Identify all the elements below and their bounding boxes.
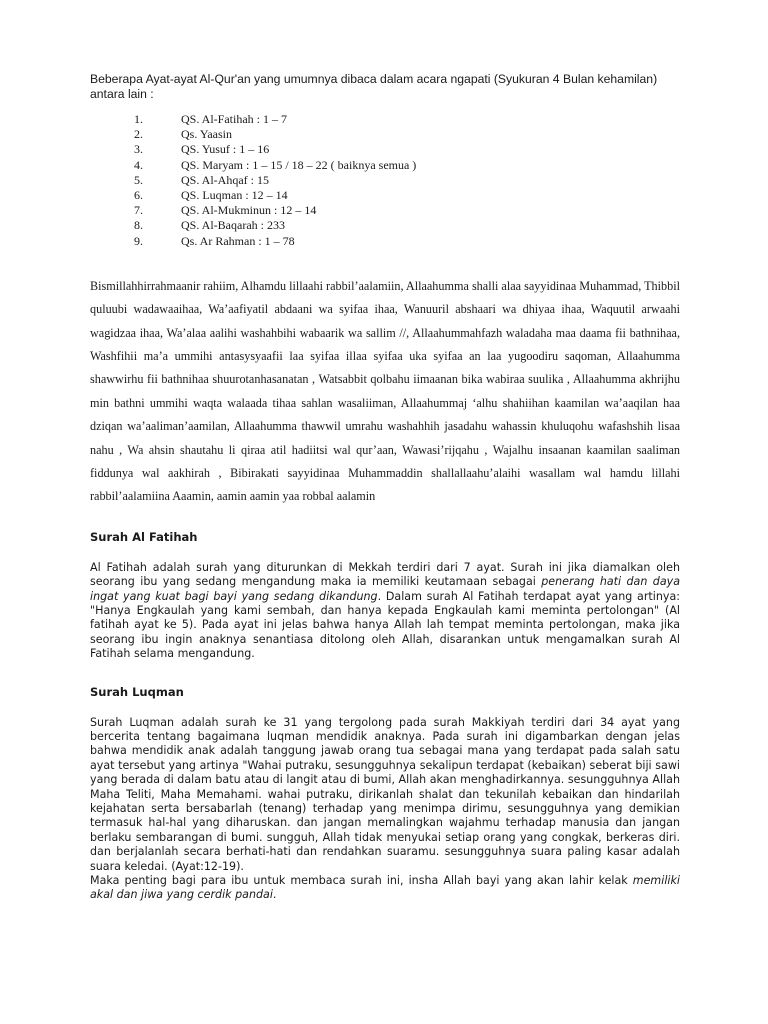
list-text: QS. Yusuf : 1 – 16	[181, 142, 270, 157]
fatihah-text-rest: . Dalam surah Al Fatihah terdapat ayat yang artinya: "Hanya Engkaulah yang kami sembah, dan hanya kepada Engkaulah kami meminta pertolongan" (Al fatihah ayat ke 5). Pada ayat ini jelas bahwa hanya Allah lah tempat meminta pertolongan, maka jika seorang ibu ingin anaknya senantiasa ditolong oleh Allah, disarankan untuk mengamalkan surah Al Fatihah selama mengandung.	[90, 589, 680, 661]
list-text: Qs. Ar Rahman : 1 – 78	[181, 233, 295, 248]
list-item	[90, 173, 680, 188]
list-item	[90, 127, 680, 142]
list-text: QS. Maryam : 1 – 15 / 18 – 22 ( baiknya semua )	[181, 157, 417, 172]
list-text: QS. Al-Mukminun : 12 – 14	[181, 203, 317, 218]
list-text: Qs. Yaasin	[181, 127, 233, 142]
intro-text: Beberapa Ayat-ayat Al-Qur'an yang umumnya dibaca dalam acara ngapati (Syukuran 4 Bulan kehamilan) antara lain :	[90, 72, 658, 101]
list-text: QS. Al-Baqarah : 233	[181, 218, 285, 233]
doa-paragraph: Bismillahhirrahmaanir rahiim, Alhamdu lillaahi rabbil’aalamiin, Allaahumma shalli alaa sayyidinaa Muhammad, Thibbil quluubi wadawaaihaa, Wa’aafiyatil abdaani wa syifaa ihaa, Wanuuril abshaari wa dhiyaa ihaa, Waquutil arwaahi wagidzaa ihaa, Wa’alaa aalihi washahbihi wabaarik wa sallim //, Allaahummahfazh waladaha maa daama fii bathnihaa, Washfihii ma’a ummihi antasysyaafii laa syifaa illaa syifaa uka syifaa an laa yugoodiru saqoman, Allaahumma shawwirhu fii bathnihaa shuurotanhasanatan , Watsabbit qolbahu iimaanan bika wabiraa suulika , Allaahumma akhrijhu min bathni ummihi waqta walaada tihaa sahlan wasaliiman, Allaahummaj ‘alhu shahiihan kaamilan wa’aaqilan haa dziqan wa’aaliman’aamilan, Allaahumma thawwil umrahu washahhih jasadahu wahassin khuluqohu wafashshih lisaa nahu , Wa ahsin shautahu li qiraa atil hadiitsi wal qur’aan, Wawasi’rijqahu , Wajalhu insaanan kaamilan saaliman fiddunya wal aakhirah , Bibirakati sayyidinaa Muhammaddin shallallaahu’alaihi wasallam wal hamdu lillahi rabbil’aalamiina Aaamin, aamin aamin yaa robbal aalamin	[90, 278, 680, 504]
luqman-paragraph-1: Surah Luqman adalah surah ke 31 yang tergolong pada surah Makkiyah terdiri dari 34 ayat yang bercerita tentang bagaimana luqman mendidik anaknya. Pada surah ini digambarkan dengan jelas bahwa mendidik anak adalah tanggung jawab orang tua sebagai mana yang terdapat pada salah satu ayat tersebut yang artinya "Wahai putraku, sesungguhnya sekalipun terdapat (kebaikan) seberat biji sawi yang berada di dalam batu atau di langit atau di bumi, Allah akan menghadirkannya. sesungguhnya Allah Maha Teliti, Maha Memahami. wahai putraku, dirikanlah shalat dan tekunilah kebaikan dan hindarilah kejahatan serta bersabarlah (tenang) terhadap yang menimpa dirimu, sesungguhnya yang demikian termasuk hal-hal yang diharuskan. dan jangan memalingkan wajahmu terhadap manusia dan jangan berlaku sembarangan di bumi. sungguh, Allah tidak menyukai setiap orang yang congkak, berkeras diri. dan berjalanlah secara berhati-hati dan rendahkan suaramu. sesungguhnya suara paling kasar adalah suara keledai. (Ayat:12-19).	[90, 715, 680, 873]
list-number: 7.	[134, 203, 143, 218]
fatihah-text-part: Al Fatihah adalah surah yang diturunkan di Mekkah terdiri dari 7 ayat. Surah ini jika diamalkan oleh seorang ibu yang sedang mengandung maka ia memiliki keutamaan sebagai	[90, 560, 680, 589]
luqman-text-part: Maka penting bagi para ibu untuk membaca surah ini, insha Allah bayi yang akan lahir kelak	[90, 874, 633, 888]
list-number: 9.	[134, 233, 143, 248]
list-item	[90, 203, 680, 218]
list-item	[90, 234, 680, 249]
luqman-body	[90, 716, 680, 903]
list-text: QS. Al-Fatihah : 1 – 7	[181, 112, 288, 126]
list-number: 8.	[134, 218, 143, 233]
fatihah-paragraph	[90, 561, 680, 662]
list-number: 5.	[134, 172, 143, 187]
section-title-luqman: Surah Luqman	[90, 684, 184, 699]
list-item	[90, 218, 680, 233]
list-number: 3.	[134, 142, 143, 157]
luqman-italic-text: memiliki akal dan jiwa yang cerdik pandai	[90, 874, 680, 902]
document-page	[90, 72, 680, 903]
section-title-fatihah: Surah Al Fatihah	[90, 529, 198, 544]
list-number: 2.	[134, 127, 143, 142]
list-item	[90, 142, 680, 157]
list-number: 6.	[134, 187, 143, 202]
list-item	[90, 188, 680, 203]
verse-list	[90, 112, 680, 249]
list-number: 1.	[134, 112, 143, 126]
list-text: QS. Al-Ahqaf : 15	[181, 172, 269, 187]
list-text: QS. Luqman : 12 – 14	[181, 187, 288, 202]
luqman-paragraph-2	[90, 874, 680, 903]
list-item	[90, 112, 680, 127]
list-item	[90, 158, 680, 173]
fatihah-italic-text: penerang hati dan daya ingat yang kuat bagi bayi yang sedang dikandung	[90, 575, 680, 603]
list-number: 4.	[134, 157, 143, 172]
luqman-text-rest: .	[272, 888, 277, 902]
